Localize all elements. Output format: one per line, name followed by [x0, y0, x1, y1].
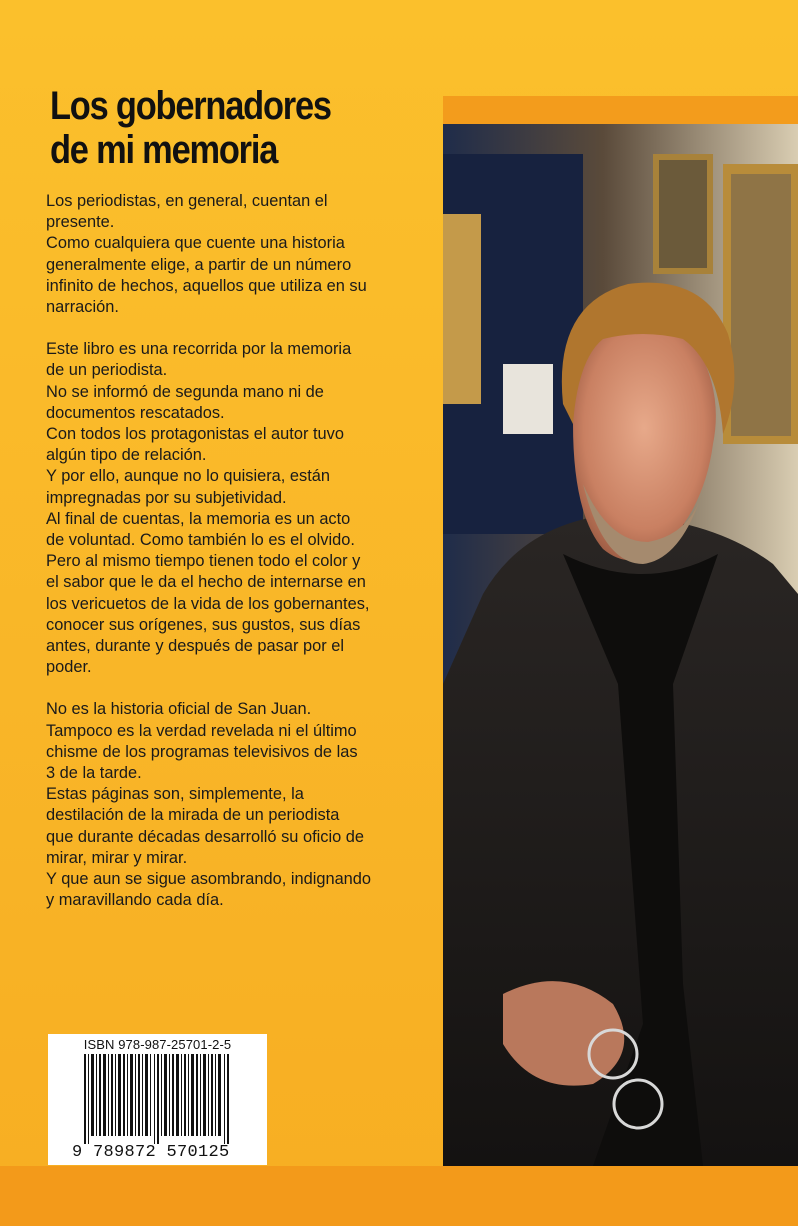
blurb-line: Y que aun se sigue asombrando, indignando [46, 870, 372, 889]
title-line-2: de mi memoria [50, 128, 278, 172]
blurb-line: No se informó de segunda mano ni de [46, 382, 324, 401]
blurb-line: los vericuetos de la vida de los gobernantes, [46, 594, 370, 613]
blurb-line: presente. [46, 213, 115, 232]
blurb-line: Pero al mismo tiempo tienen todo el color y [46, 552, 361, 571]
barcode-icon [84, 1054, 234, 1144]
blurb-line: generalmente elige, a partir de un número [46, 255, 352, 274]
back-cover-blurb [46, 191, 438, 933]
blurb-line: Como cualquiera que cuente una historia [46, 234, 345, 253]
blurb-line: Con todos los protagonistas el autor tuvo [46, 425, 344, 444]
blurb-line: que durante décadas desarrolló su oficio de [46, 827, 365, 846]
blurb-line: conocer sus orígenes, sus gustos, sus días [46, 615, 361, 634]
blurb-paragraph-2 [46, 339, 438, 678]
blurb-line: narración. [46, 298, 119, 317]
blurb-line: Este libro es una recorrida por la memoria [46, 340, 352, 359]
blurb-paragraph-3 [46, 699, 438, 911]
blurb-line: No es la historia oficial de San Juan. [46, 700, 312, 719]
blurb-line: Al final de cuentas, la memoria es un acto [46, 509, 351, 528]
blurb-line: chisme de los programas televisivos de las [46, 742, 358, 761]
barcode-label [48, 1034, 267, 1165]
blurb-line: poder. [46, 658, 92, 677]
blurb-line: documentos rescatados. [46, 403, 225, 422]
blurb-line: de un periodista. [46, 361, 168, 380]
blurb-line: destilación de la mirada de un periodista [46, 806, 340, 825]
blurb-line: algún tipo de relación. [46, 446, 207, 465]
photo-top-band [443, 96, 798, 126]
blurb-line: Los periodistas, en general, cuentan el [46, 192, 328, 210]
blurb-line: Estas páginas son, simplemente, la [46, 785, 304, 804]
isbn-text: ISBN 978-987-25701-2-5 [83, 1037, 232, 1052]
title-line-1: Los gobernadores [50, 84, 331, 128]
blurb-line: Y por ello, aunque no lo quisiera, están [46, 467, 331, 486]
blurb-line: de voluntad. Como también lo es el olvido. [46, 531, 355, 550]
bottom-band [0, 1166, 798, 1226]
blurb-paragraph-1 [46, 191, 438, 318]
blurb-line: el sabor que le da el hecho de internarse en [46, 573, 366, 592]
blurb-line: Tampoco es la verdad revelada ni el último [46, 721, 357, 740]
blurb-line: 3 de la tarde. [46, 764, 142, 783]
author-portrait-illustration [443, 124, 798, 1166]
blurb-line: mirar, mirar y mirar. [46, 848, 188, 867]
blurb-line: impregnadas por su subjetividad. [46, 488, 287, 507]
blurb-line: infinito de hechos, aquellos que utiliza en su [46, 276, 367, 295]
author-photo [443, 124, 798, 1166]
blurb-line: antes, durante y después de pasar por el [46, 637, 344, 656]
blurb-line: y maravillando cada día. [46, 891, 224, 910]
barcode-digits: 9 789872 570125 [72, 1143, 230, 1162]
book-title [50, 84, 377, 172]
